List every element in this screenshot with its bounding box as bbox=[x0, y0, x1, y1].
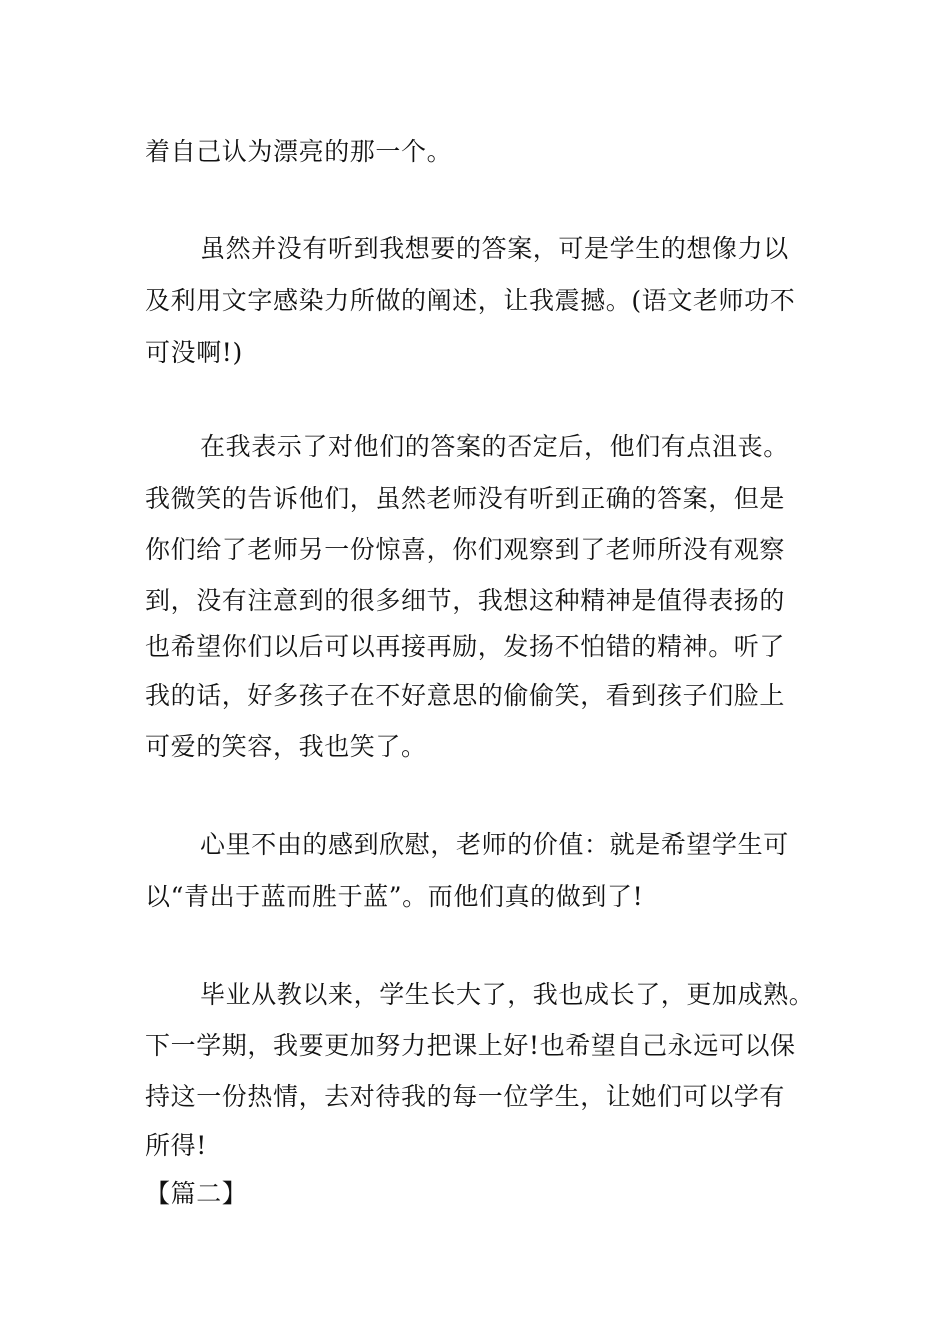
paragraph-5-line-3: 持这一份热情，去对待我的每一位学生，让她们可以学有 bbox=[145, 1082, 786, 1111]
paragraph-3-line-5: 也希望你们以后可以再接再励，发扬不怕错的精神。听了 bbox=[145, 632, 786, 661]
paragraph-3-line-6: 我的话，好多孩子在不好意思的偷偷笑，看到孩子们脸上 bbox=[145, 681, 786, 710]
paragraph-3-line-7: 可爱的笑容，我也笑了。 bbox=[145, 732, 427, 761]
paragraph-3-line-1: 在我表示了对他们的答案的否定后，他们有点沮丧。 bbox=[200, 432, 789, 461]
paragraph-2-line-2: 及利用文字感染力所做的阐述，让我震撼。(语文老师功不 bbox=[145, 286, 796, 315]
section-heading: 【篇二】 bbox=[145, 1179, 248, 1208]
paragraph-3-line-4: 到，没有注意到的很多细节，我想这种精神是值得表扬的 bbox=[145, 586, 786, 615]
paragraph-2-line-3: 可没啊!) bbox=[145, 338, 243, 367]
paragraph-5-line-4: 所得! bbox=[145, 1131, 207, 1160]
paragraph-5-line-1: 毕业从教以来，学生长大了，我也成长了，更加成熟。 bbox=[200, 980, 815, 1009]
paragraph-3-line-3: 你们给了老师另一份惊喜，你们观察到了老师所没有观察 bbox=[145, 535, 786, 564]
paragraph-4-line-1: 心里不由的感到欣慰，老师的价值：就是希望学生可 bbox=[200, 830, 789, 859]
paragraph-1-line-1: 着自己认为漂亮的那一个。 bbox=[145, 137, 453, 166]
paragraph-4-line-2: 以“青出于蓝而胜于蓝”。而他们真的做到了! bbox=[145, 882, 644, 911]
paragraph-5-line-2: 下一学期，我要更加努力把课上好!也希望自己永远可以保 bbox=[145, 1031, 796, 1060]
paragraph-3-line-2: 我微笑的告诉他们，虽然老师没有听到正确的答案，但是 bbox=[145, 484, 786, 513]
paragraph-2-line-1: 虽然并没有听到我想要的答案，可是学生的想像力以 bbox=[200, 234, 789, 263]
